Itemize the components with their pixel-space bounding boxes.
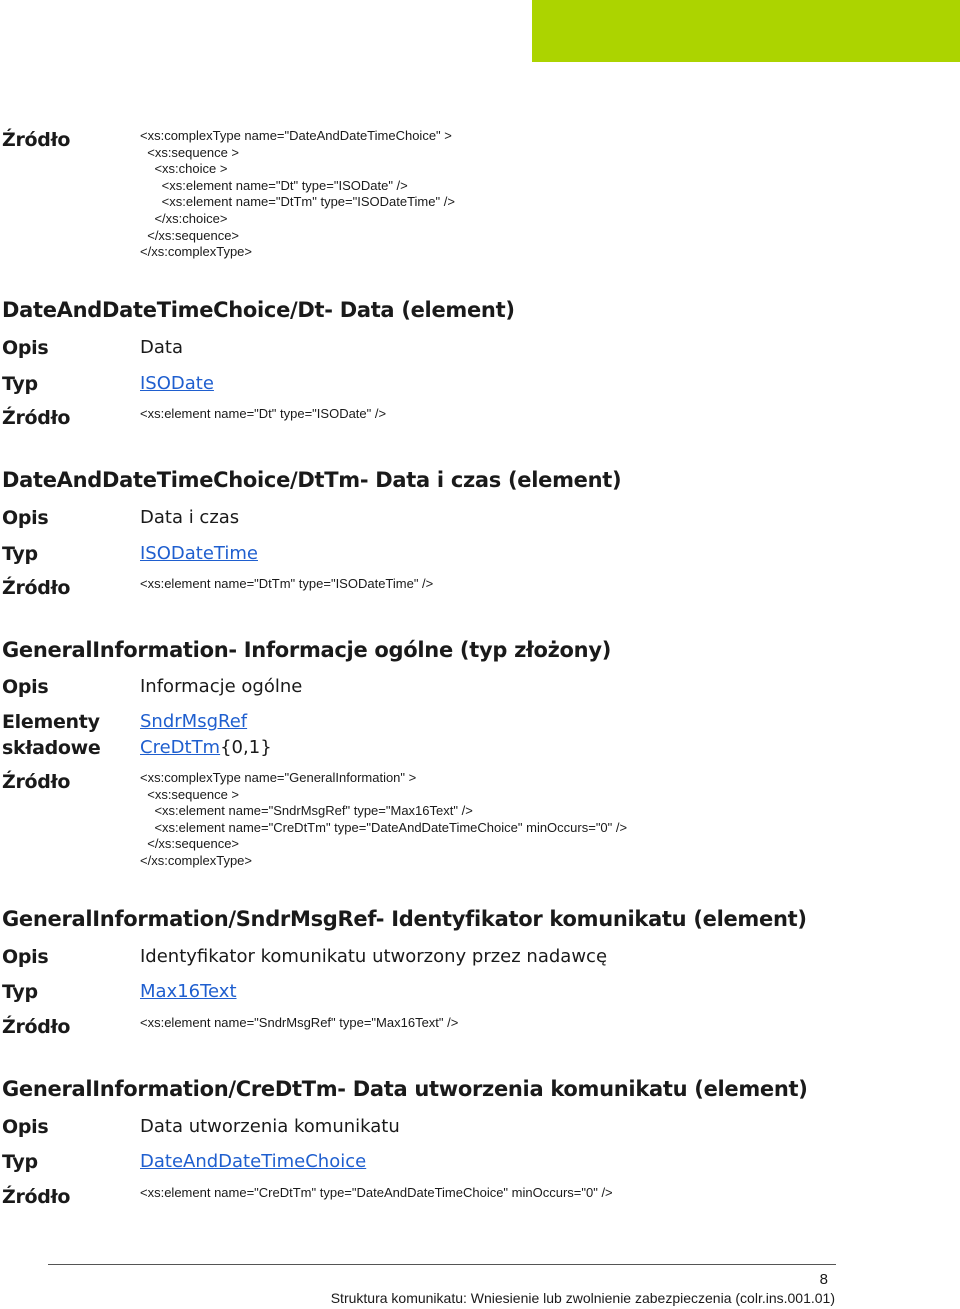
section-heading: DateAndDateTimeChoice/DtTm- Data i czas (element) xyxy=(2,468,622,492)
opis-value: Informacje ogólne xyxy=(140,676,303,697)
elements-label-cont: składowe xyxy=(2,737,101,759)
code-line: </xs:choice> xyxy=(140,210,228,226)
code-line: <xs:element name="SndrMsgRef" type="Max16Text" /> xyxy=(140,803,473,819)
opis-label: Opis xyxy=(2,1116,49,1138)
source-label: Źródło xyxy=(2,1016,71,1038)
section-heading: GeneralInformation- Informacje ogólne (typ złożony) xyxy=(2,638,611,662)
opis-value: Data utworzenia komunikatu xyxy=(140,1116,400,1137)
code-line: </xs:sequence> xyxy=(140,836,240,852)
opis-value: Identyfikator komunikatu utworzony przez nadawcę xyxy=(140,946,608,967)
source-code xyxy=(140,128,455,261)
section-heading: DateAndDateTimeChoice/Dt- Data (element) xyxy=(2,298,515,322)
code-line: <xs:element name="DtTm" type="ISODateTime" /> xyxy=(140,194,455,210)
code-line: </xs:complexType> xyxy=(140,852,252,868)
source-label: Źródło xyxy=(2,771,71,793)
code-line: <xs:complexType name="DateAndDateTimeChoice" > xyxy=(140,128,452,143)
source-label: Źródło xyxy=(2,577,71,599)
code-line: <xs:choice > xyxy=(140,161,228,177)
code-line: </xs:complexType> xyxy=(140,244,252,260)
elements-label: Elementy xyxy=(2,711,100,733)
type-link[interactable]: ISODateTime xyxy=(140,543,258,564)
source-label: Źródło xyxy=(2,129,71,151)
code-line: <xs:sequence > xyxy=(140,786,240,802)
code-line: <xs:complexType name="GeneralInformation" > xyxy=(140,770,417,785)
source-code: <xs:element name="DtTm" type="ISODateTime" /> xyxy=(140,576,434,591)
opis-value: Data i czas xyxy=(140,507,240,528)
source-code: <xs:element name="SndrMsgRef" type="Max16Text" /> xyxy=(140,1015,459,1030)
footer-divider xyxy=(48,1264,836,1265)
typ-label: Typ xyxy=(2,981,38,1003)
page-number: 8 xyxy=(819,1271,828,1288)
element-multiplicity: {0,1} xyxy=(220,737,272,758)
code-line: <xs:element name="Dt" type="ISODate" /> xyxy=(140,177,408,193)
code-line: <xs:element name="CreDtTm" type="DateAndDateTimeChoice" minOccurs="0" /> xyxy=(140,819,628,835)
typ-label: Typ xyxy=(2,543,38,565)
code-line: <xs:sequence > xyxy=(140,144,240,160)
element-link-credttm[interactable]: CreDtTm xyxy=(140,737,221,758)
source-code xyxy=(140,770,627,870)
opis-label: Opis xyxy=(2,507,49,529)
element-list-item xyxy=(140,710,247,734)
type-link[interactable]: DateAndDateTimeChoice xyxy=(140,1151,367,1172)
source-code: <xs:element name="CreDtTm" type="DateAndDateTimeChoice" minOccurs="0" /> xyxy=(140,1185,613,1200)
type-link[interactable]: Max16Text xyxy=(140,981,237,1002)
section-heading: GeneralInformation/CreDtTm- Data utworzenia komunikatu (element) xyxy=(2,1077,808,1101)
typ-label: Typ xyxy=(2,1151,38,1173)
code-line: </xs:sequence> xyxy=(140,227,240,243)
type-link[interactable]: ISODate xyxy=(140,373,214,394)
source-label: Źródło xyxy=(2,1186,71,1208)
source-code: <xs:element name="Dt" type="ISODate" /> xyxy=(140,406,387,421)
opis-label: Opis xyxy=(2,946,49,968)
accent-bar xyxy=(532,0,960,62)
opis-label: Opis xyxy=(2,676,49,698)
opis-value: Data xyxy=(140,337,183,358)
source-label: Źródło xyxy=(2,407,71,429)
footer-title: Struktura komunikatu: Wniesienie lub zwolnienie zabezpieczenia (colr.ins.001.01) xyxy=(330,1290,835,1306)
element-link-sndrmsgref[interactable]: SndrMsgRef xyxy=(140,711,248,732)
section-heading: GeneralInformation/SndrMsgRef- Identyfikator komunikatu (element) xyxy=(2,907,807,931)
element-list-item xyxy=(140,736,272,760)
typ-label: Typ xyxy=(2,373,38,395)
opis-label: Opis xyxy=(2,337,49,359)
